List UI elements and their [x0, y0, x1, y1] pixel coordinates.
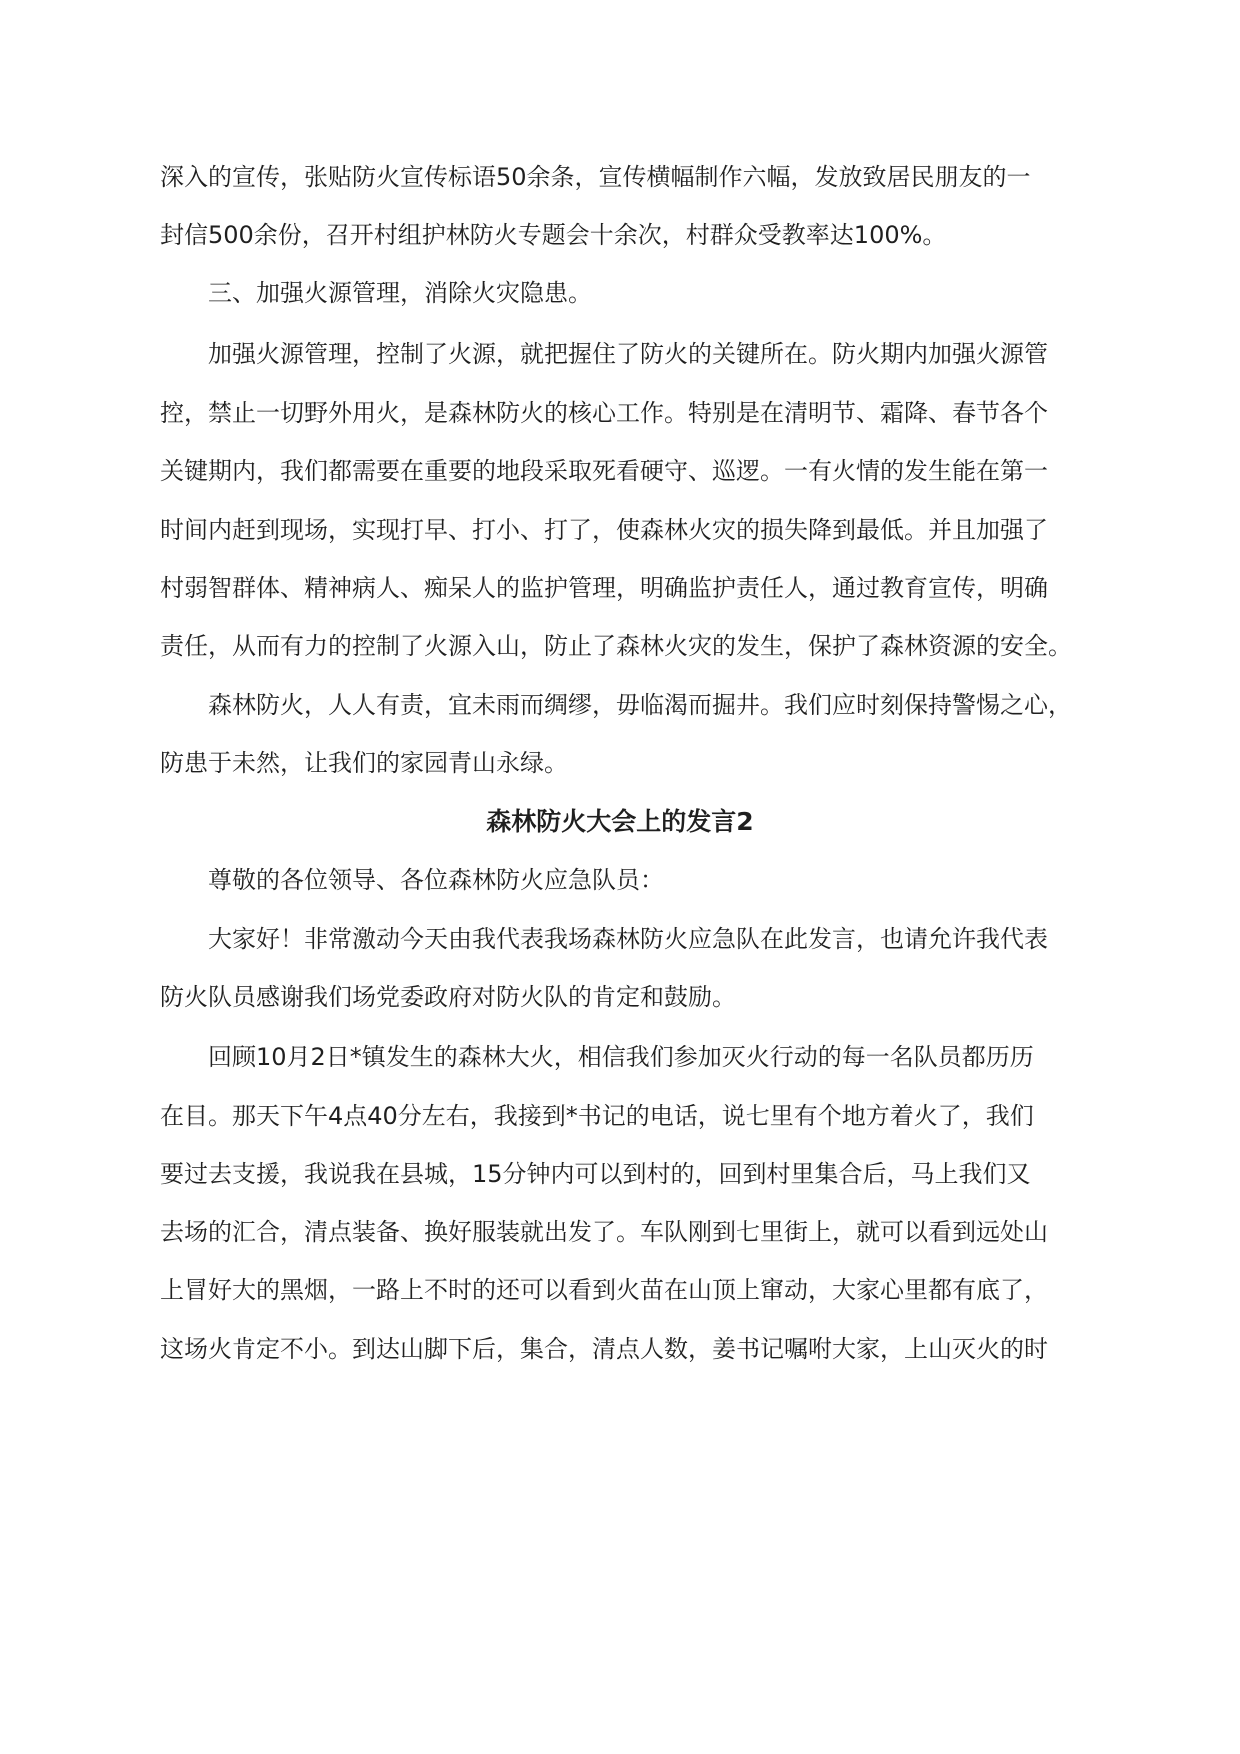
paragraph-first-line: 回顾10月2日*镇发生的森林大火，相信我们参加灭火行动的每一名队员都历历 [208, 1043, 1034, 1071]
text-line: 关键期内，我们都需要在重要的地段采取死看硬守、巡逻。一有火情的发生能在第一 [160, 457, 1048, 485]
text-line: 时间内赶到现场，实现打早、打小、打了，使森林火灾的损失降到最低。并且加强了 [160, 516, 1048, 544]
salutation: 尊敬的各位领导、各位森林防火应急队员： [208, 866, 664, 894]
text-line: 防火队员感谢我们场党委政府对防火队的肯定和鼓励。 [160, 983, 736, 1011]
text-line: 要过去支援，我说我在县城，15分钟内可以到村的，回到村里集合后，马上我们又 [160, 1160, 1031, 1188]
section-heading: 三、加强火源管理，消除火灾隐患。 [208, 279, 592, 307]
text-line: 防患于未然，让我们的家园青山永绿。 [160, 749, 568, 777]
text-line: 控，禁止一切野外用火，是森林防火的核心工作。特别是在清明节、霜降、春节各个 [160, 399, 1048, 427]
paragraph-first-line: 加强火源管理，控制了火源，就把握住了防火的关键所在。防火期内加强火源管 [208, 340, 1048, 368]
text-line: 上冒好大的黑烟，一路上不时的还可以看到火苗在山顶上窜动，大家心里都有底了， [160, 1276, 1048, 1304]
text-line: 村弱智群体、精神病人、痴呆人的监护管理，明确监护责任人，通过教育宣传，明确 [160, 574, 1048, 602]
text-line: 深入的宣传，张贴防火宣传标语50余条，宣传横幅制作六幅，发放致居民朋友的一 [160, 163, 1031, 191]
text-line: 封信500余份，召开村组护林防火专题会十余次，村群众受教率达100%。 [160, 221, 947, 249]
text-line: 在目。那天下午4点40分左右，我接到*书记的电话，说七里有个地方着火了，我们 [160, 1102, 1034, 1130]
paragraph-first-line: 大家好！非常激动今天由我代表我场森林防火应急队在此发言，也请允许我代表 [208, 925, 1048, 953]
text-line: 去场的汇合，清点装备、换好服装就出发了。车队刚到七里街上，就可以看到远处山 [160, 1218, 1048, 1246]
text-line: 这场火肯定不小。到达山脚下后，集合，清点人数，姜书记嘱咐大家，上山灭火的时 [160, 1335, 1048, 1363]
paragraph-first-line: 森林防火，人人有责，宜未雨而绸缪，毋临渴而掘井。我们应时刻保持警惕之心， [208, 691, 1072, 719]
section-title: 森林防火大会上的发言2 [486, 807, 754, 836]
text-line: 责任，从而有力的控制了火源入山，防止了森林火灾的发生，保护了森林资源的安全。 [160, 632, 1072, 660]
